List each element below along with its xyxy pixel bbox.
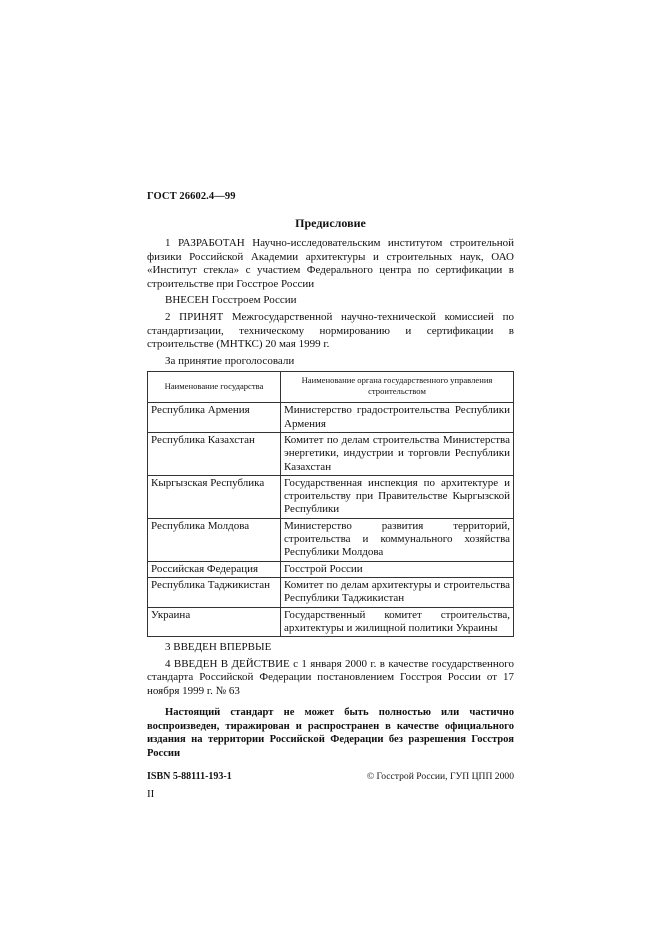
document-code: ГОСТ 26602.4—99 xyxy=(147,191,236,202)
table-row xyxy=(148,432,514,475)
state-name-cell: Республика Казахстан xyxy=(148,432,281,475)
paragraph-adopted-by: 2 ПРИНЯТ Межгосударственной научно-технической комиссией по стандартизации, техническому нормированию и сертификации в строительстве (МНТКС) 20 мая 1999 г. xyxy=(147,310,514,351)
government-body-cell: Государственный комитет строительства, архитектуры и жилищной политики Украины xyxy=(281,607,514,637)
voting-states-table xyxy=(147,371,514,637)
table-header-row xyxy=(148,372,514,403)
state-name-cell: Российская Федерация xyxy=(148,561,281,577)
footer xyxy=(147,770,514,783)
state-name-cell: Республика Армения xyxy=(148,403,281,433)
document-page xyxy=(147,190,514,801)
copyright-label: © Госстрой России, ГУП ЦПП 2000 xyxy=(366,771,514,783)
state-name-cell: Республика Таджикистан xyxy=(148,577,281,607)
paragraph-developed-by: 1 РАЗРАБОТАН Научно-исследовательским институтом строительной физики Российской Академии архитектуры и строительных наук, ОАО «Институт стекла» с участием Федерального центра по сертификации в строительстве при Госстрое России xyxy=(147,237,514,290)
paragraph-introduced-by: ВНЕСЕН Госстроем России xyxy=(165,294,297,307)
government-body-cell: Государственная инспекция по архитектуре и строительству при Правительстве Кыргызской Республики xyxy=(281,475,514,518)
government-body-cell: Госстрой России xyxy=(281,561,514,577)
government-body-cell: Комитет по делам строительства Министерства энергетики, индустрии и торговли Республики Казахстан xyxy=(281,432,514,475)
paragraph-voted-for: За принятие проголосовали xyxy=(165,354,295,367)
preface-title: Предисловие xyxy=(295,216,366,230)
header-state-name: Наименование государства xyxy=(148,372,281,403)
state-name-cell: Украина xyxy=(148,607,281,637)
state-name-cell: Кыргызская Республика xyxy=(148,475,281,518)
government-body-cell: Министерство градостроительства Республики Армения xyxy=(281,403,514,433)
table-row xyxy=(148,561,514,577)
table-row xyxy=(148,403,514,433)
page-number: II xyxy=(147,788,155,801)
isbn-label: ISBN 5-88111-193-1 xyxy=(147,771,232,783)
table-row xyxy=(148,518,514,561)
header-government-body: Наименование органа государственного управления строительством xyxy=(281,372,514,403)
copyright-notice: Настоящий стандарт не может быть полностью или частично воспроизведен, тиражирован и распространен в качестве официального издания на территории Российской Федерации без разрешения Госстроя России xyxy=(147,707,514,759)
government-body-cell: Министерство развития территорий, строительства и коммунального хозяйства Республики Молдова xyxy=(281,518,514,561)
state-name-cell: Республика Молдова xyxy=(148,518,281,561)
table-row xyxy=(148,577,514,607)
table-row xyxy=(148,607,514,637)
paragraph-first-introduced: 3 ВВЕДЕН ВПЕРВЫЕ xyxy=(165,641,272,654)
paragraph-effective-date: 4 ВВЕДЕН В ДЕЙСТВИЕ с 1 января 2000 г. в качестве государственного стандарта Российской Федерации постановлением Госстроя России от 17 ноября 1999 г. № 63 xyxy=(147,657,514,697)
government-body-cell: Комитет по делам архитектуры и строительства Республики Таджикистан xyxy=(281,577,514,607)
table-row xyxy=(148,475,514,518)
